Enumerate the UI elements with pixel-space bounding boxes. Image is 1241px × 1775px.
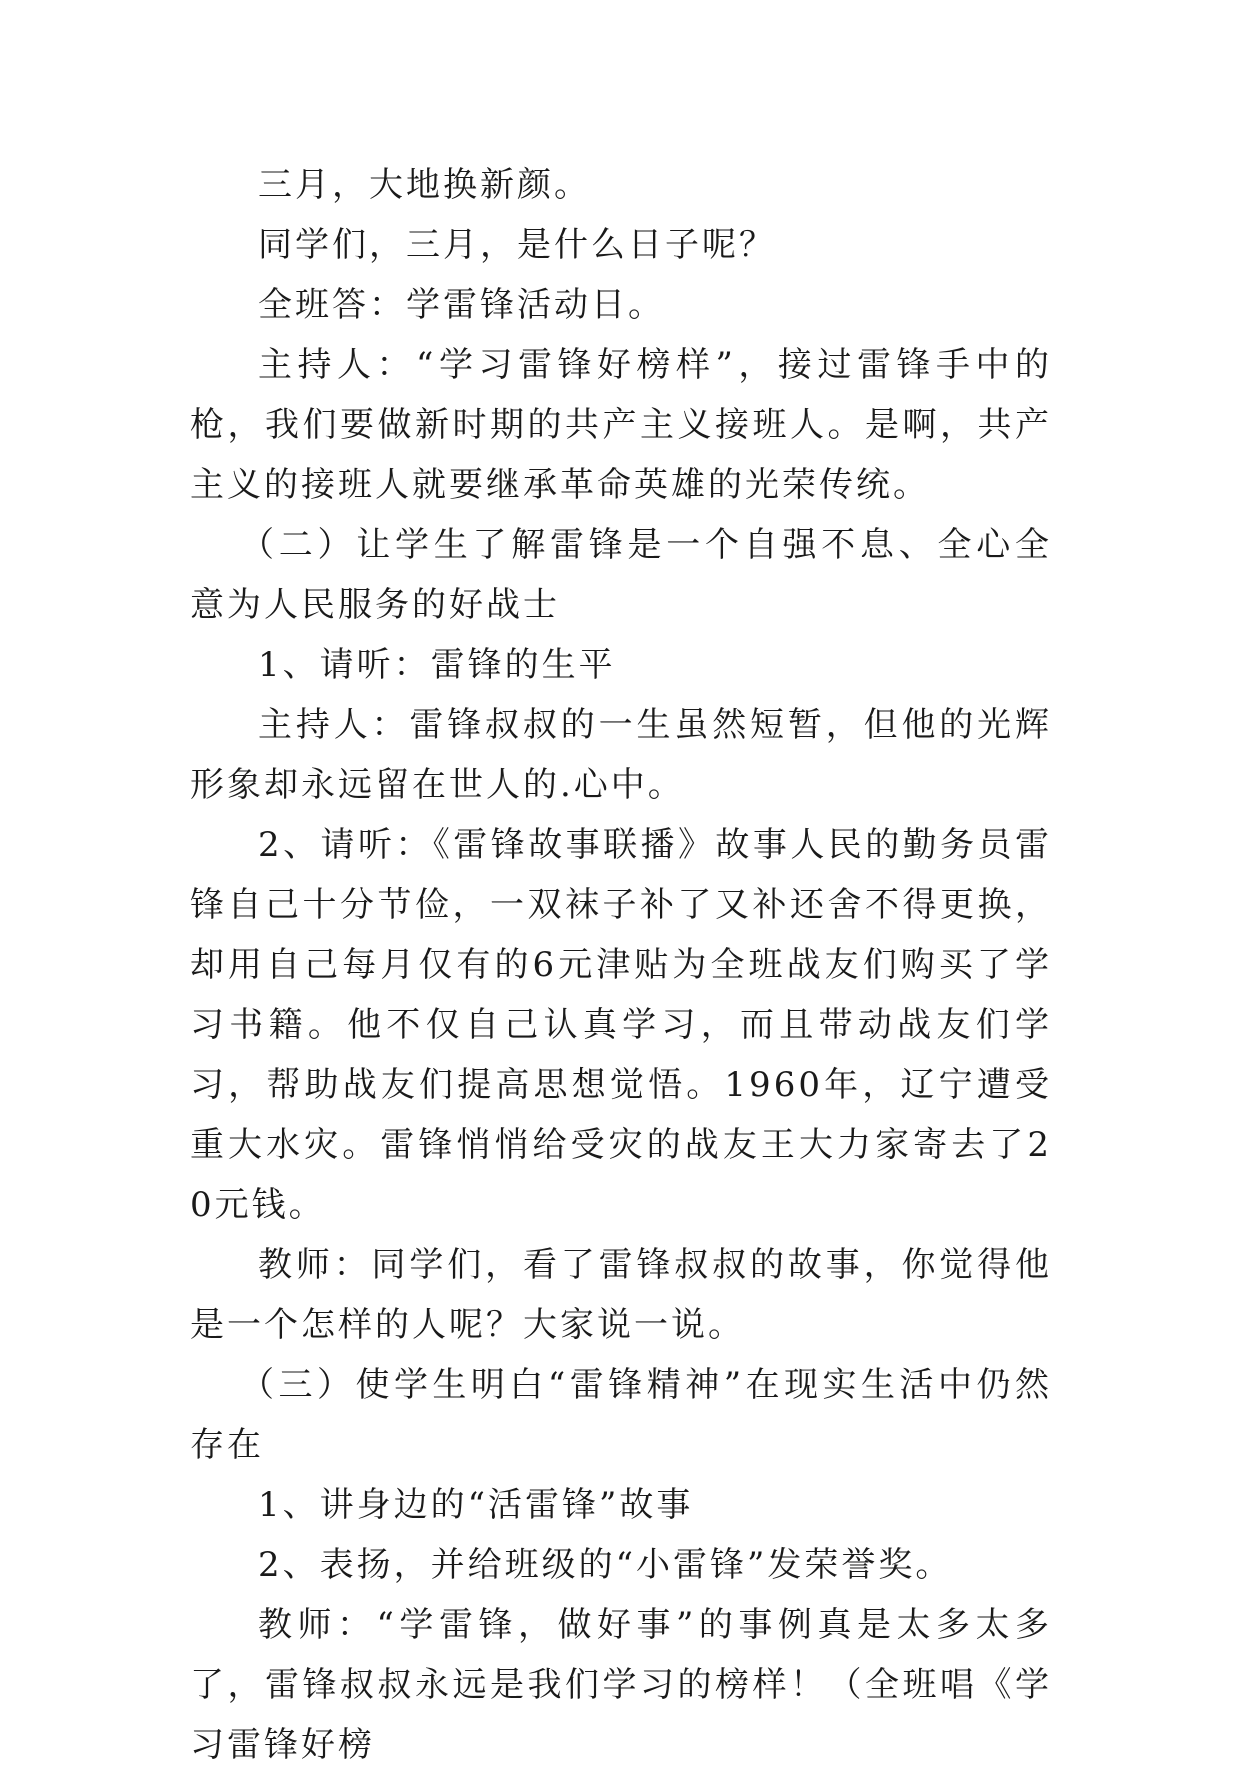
paragraph-11: 1、讲身边的“活雷锋”故事: [258, 1485, 694, 1525]
paragraph-7: 主持人：雷锋叔叔的一生虽然短暂，但他的光辉形象却永远留在世人的.心中。: [190, 705, 1052, 805]
document-page: [190, 155, 1052, 1775]
paragraph-2: 同学们，三月，是什么日子呢？: [258, 225, 776, 265]
paragraph-4: 主持人：“学习雷锋好榜样”，接过雷锋手中的枪，我们要做新时期的共产主义接班人。是啊，共产主义的接班人就要继承革命英雄的光荣传统。: [190, 345, 1052, 505]
section-heading-3: （三）使学生明白“雷锋精神”在现实生活中仍然存在: [190, 1365, 1052, 1465]
paragraph-13: 教师：“学雷锋，做好事”的事例真是太多太多了，雷锋叔叔永远是我们学习的榜样！（全班唱《学习雷锋好榜: [190, 1605, 1052, 1765]
paragraph-9: 教师：同学们，看了雷锋叔叔的故事，你觉得他是一个怎样的人呢？大家说一说。: [190, 1245, 1052, 1345]
section-heading-2: （二）让学生了解雷锋是一个自强不息、全心全意为人民服务的好战士: [190, 525, 1052, 625]
paragraph-3: 全班答：学雷锋活动日。: [258, 285, 665, 325]
paragraph-12: 2、表扬，并给班级的“小雷锋”发荣誉奖。: [258, 1545, 953, 1585]
paragraph-8: 2、请听：《雷锋故事联播》故事人民的勤务员雷锋自己十分节俭，一双袜子补了又补还舍不得更换，却用自己每月仅有的6元津贴为全班战友们购买了学习书籍。他不仅自己认真学习，而且带动战友们学习，帮助战友们提高思想觉悟。1960年，辽宁遭受重大水灾。雷锋悄悄给受灾的战友王大力家寄去了20元钱。: [190, 825, 1052, 1225]
paragraph-6: 1、请听：雷锋的生平: [258, 645, 616, 685]
paragraph-1: 三月，大地换新颜。: [258, 165, 591, 205]
